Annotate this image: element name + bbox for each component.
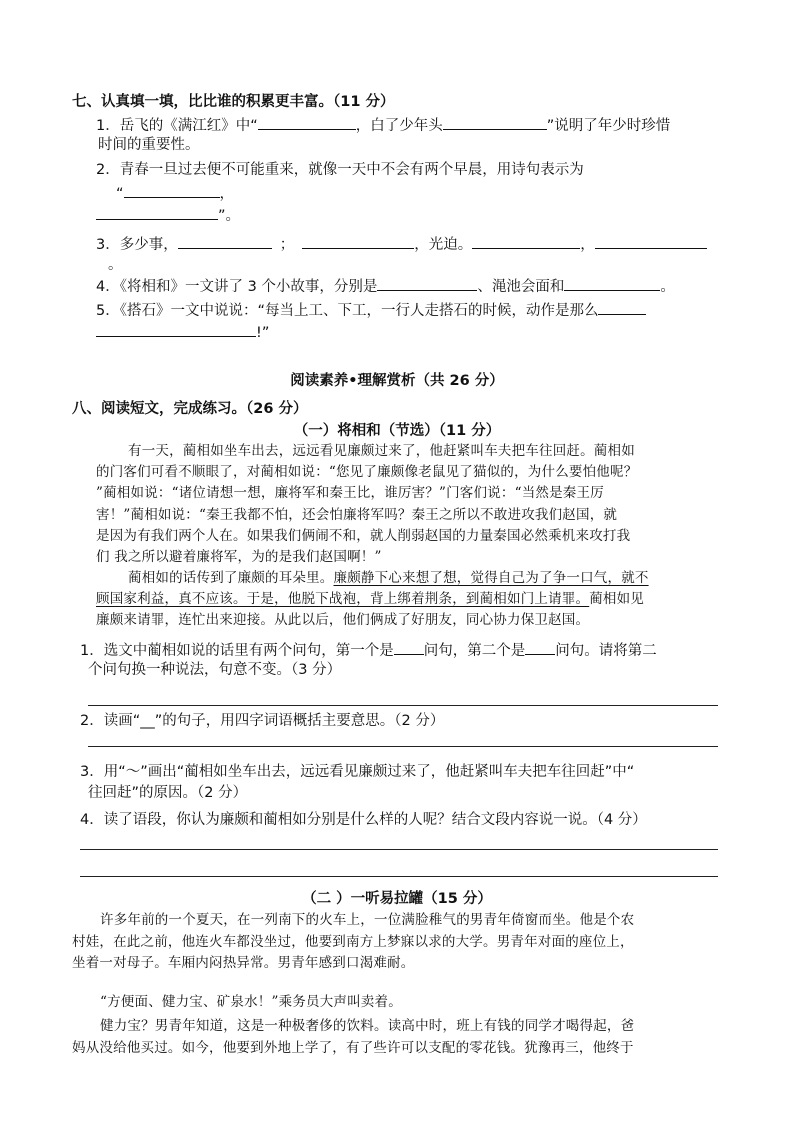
passage-text: 蔺相如见 (589, 591, 645, 607)
q-text: ”说明了年少时珍惜 (546, 118, 671, 134)
q-text: ， (219, 186, 235, 202)
passage-line: 的门客们可看不顺眼了，对蔺相如说：“您见了廉颇像老鼠见了猫似的，为什么要怕他呢？ (96, 464, 638, 480)
q-text: ”。 (218, 208, 241, 224)
q-text: 1．岳飞的《满江红》中“ (96, 118, 258, 134)
underlined-sentence: 顾国家利益，真不应该。于是，他脱下战袍，背上绑着荆条，到蔺相如门上请罪。 (96, 591, 590, 607)
q-text: 4．《将相和》一文讲了 3 个小故事，分别是 (96, 279, 378, 295)
passage-line (128, 568, 649, 589)
answer-blank[interactable] (598, 298, 646, 315)
passage2-title: （二 ）一听易拉罐（15 分） (302, 891, 492, 907)
section8-title: 八、阅读短文，完成练习。（26 分） (72, 401, 308, 417)
passage-line: 健力宝？男青年知道，这是一种极奢侈的饮料。读高中时，班上有钱的同学才喝得起，爸 (100, 1018, 635, 1034)
passage-line (96, 589, 644, 610)
section7-title: 七、认真填一填，比比谁的积累更丰富。（11 分） (72, 94, 395, 110)
question-7-3-end: 。 (108, 257, 123, 273)
passage-line: ”蔺相如说：“诸位请想一想，廉将军和秦王比，谁厉害？”门客们说：“当然是秦王厉 (96, 485, 604, 501)
question-7-1-cont: 时间的重要性。 (98, 137, 200, 153)
answer-blank[interactable] (564, 274, 660, 291)
answer-blank[interactable] (377, 274, 477, 291)
q-text: 、渑池会面和 (477, 279, 565, 295)
question-7-3 (96, 232, 707, 256)
q-text: ； (279, 237, 295, 253)
question-7-5-line2 (96, 320, 269, 344)
question-7-2-line2 (116, 181, 234, 205)
answer-line[interactable] (88, 705, 718, 706)
answer-blank[interactable] (595, 232, 707, 249)
passage-text: 蔺相如的话传到了廉颇的耳朵里。 (128, 570, 334, 586)
answer-line[interactable] (88, 746, 718, 747)
answer-line[interactable] (80, 876, 718, 877)
question-8-1-cont: 个问句换一种说法，句意不变。（3 分） (88, 662, 342, 678)
question-8-3: 3．用“～”画出“蔺相如坐车出去，远远看见廉颇过来了，他赶紧叫车夫把车往回赶”中“ (80, 764, 635, 780)
question-7-4 (96, 274, 675, 298)
answer-line[interactable] (80, 849, 718, 850)
question-8-3-cont: 往回赶”的原因。（2 分） (88, 785, 248, 801)
q-text: 3．多少事， (96, 237, 178, 253)
q-text: !” (256, 325, 270, 341)
answer-blank[interactable] (472, 232, 580, 249)
answer-blank[interactable] (124, 181, 220, 198)
answer-blank[interactable] (443, 113, 547, 130)
passage-line: 害！”蔺相如说：“秦王我都不怕，还会怕廉将军吗？秦王之所以不敢进攻我们赵国，就 (96, 507, 618, 523)
answer-blank[interactable] (394, 638, 424, 655)
q-text: 1．选文中蔺相如说的话里有两个问句，第一个是 (80, 643, 394, 659)
passage1-title: （一）将相和（节选）（11 分） (293, 423, 501, 439)
q-text: “ (116, 186, 124, 202)
passage-line: “方便面、健力宝、矿泉水！”乘务员大声叫卖着。 (100, 994, 402, 1010)
answer-blank[interactable] (525, 638, 555, 655)
question-8-2: 2．读画“__”的句子，用四字词语概括主要意思。（2 分） (80, 713, 445, 729)
answer-blank[interactable] (258, 113, 356, 130)
answer-blank[interactable] (96, 203, 218, 220)
answer-blank[interactable] (96, 320, 256, 337)
passage-line: 妈从没给他买过。如今，他要到外地上学了，有了些许可以支配的零花钱。犹豫再三，他终于 (72, 1040, 634, 1056)
passage-line: 许多年前的一个夏天，在一列南下的火车上，一位满脸稚气的男青年倚窗而坐。他是个农 (100, 912, 635, 928)
question-8-4: 4．读了语段，你认为廉颇和蔺相如分别是什么样的人呢？结合文段内容说一说。（4 分） (80, 812, 647, 828)
answer-blank[interactable] (302, 232, 414, 249)
q-text: ，光迫。 (414, 237, 473, 253)
passage-line: 们 我之所以避着廉将军，为的是我们赵国啊！” (96, 549, 382, 565)
passage-line: 有一天，蔺相如坐车出去，远远看见廉颇过来了，他赶紧叫车夫把车往回赶。蔺相如 (128, 443, 635, 459)
passage-line: 坐着一对母子。车厢内闷热异常。男青年感到口渴难耐。 (72, 955, 415, 971)
underlined-sentence: 廉颇静下心来想了想，觉得自己为了争一口气，就不 (333, 570, 649, 586)
reading-section-header: 阅读素养•理解赏析（共 26 分） (290, 373, 504, 389)
q-text: 5．《搭石》一文中说说：“每当上工、下工，一行人走搭石的时候，动作是那么 (96, 303, 599, 319)
question-7-2: 2．青春一旦过去便不可能重来，就像一天中不会有两个早晨，用诗句表示为 (96, 162, 584, 178)
q-text: ， (580, 237, 595, 253)
question-7-2-line3 (96, 203, 240, 227)
q-text: ，白了少年头 (355, 118, 443, 134)
question-7-5 (96, 298, 646, 322)
q-text: 问句，第二个是 (423, 643, 526, 659)
answer-blank[interactable] (178, 232, 272, 249)
q-text: 。 (660, 279, 675, 295)
passage-line: 村娃，在此之前，他连火车都没坐过，他要到南方上梦寐以求的大学。男青年对面的座位上， (72, 934, 634, 950)
passage-line: 廉颇来请罪，连忙出来迎接。从此以后，他们俩成了好朋友，同心协力保卫赵国。 (96, 612, 590, 628)
passage-line: 是因为有我们两个人在。如果我们俩闹不和，就人削弱赵国的力量秦国必然乘机来攻打我 (96, 528, 631, 544)
q-text: 问句。请将第二 (555, 643, 657, 659)
